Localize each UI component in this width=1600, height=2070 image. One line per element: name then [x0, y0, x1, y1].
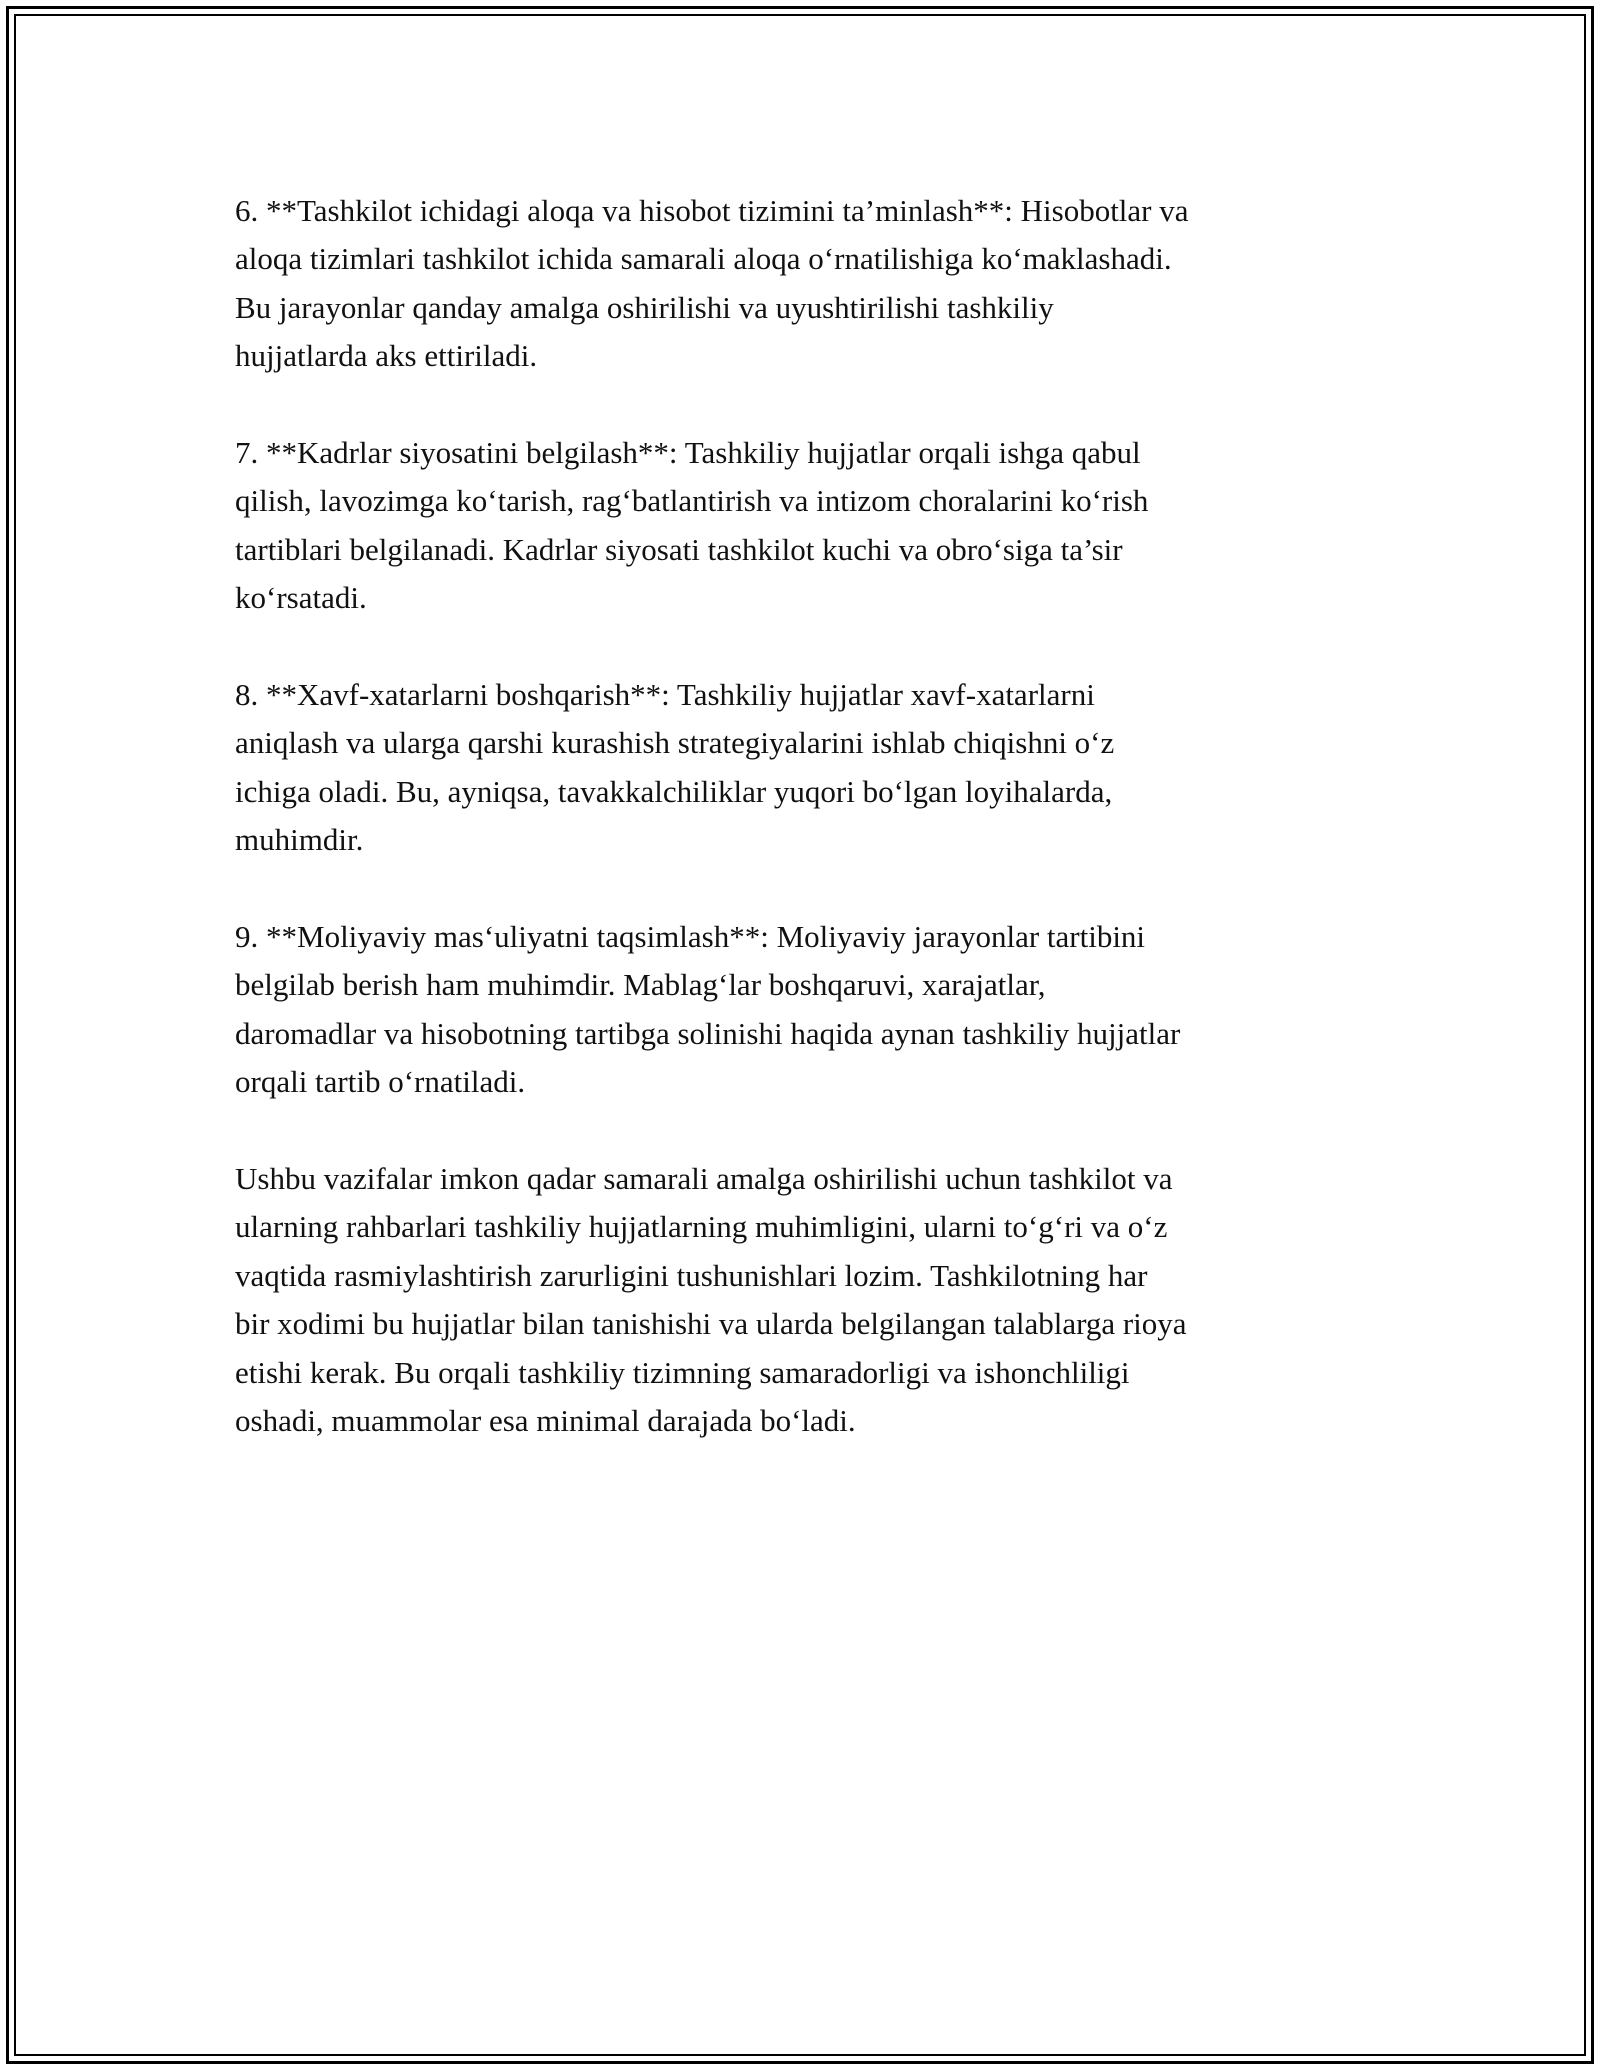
text-line: ichiga oladi. Bu, ayniqsa, tavakkalchiliklar yuqori bo‘lgan loyihalarda, [235, 773, 1113, 809]
paragraph-item-9 [235, 913, 1370, 1107]
text-line: Ushbu vazifalar imkon qadar samarali amalga oshirilishi uchun tashkilot va [235, 1161, 1173, 1197]
text-line: hujjatlarda aks ettiriladi. [235, 338, 538, 374]
text-line: Bu jarayonlar qanday amalga oshirilishi va uyushtirilishi tashkiliy [235, 289, 1054, 325]
text-line: ularning rahbarlari tashkiliy hujjatlarning muhimligini, ularni to‘g‘ri va o‘z [235, 1209, 1168, 1245]
text-line: orqali tartib o‘rnatiladi. [235, 1064, 526, 1100]
paragraph-conclusion [235, 1155, 1370, 1445]
text-line: qilish, lavozimga ko‘tarish, rag‘batlantirish va intizom choralarini ko‘rish [235, 483, 1149, 519]
text-line: muhimdir. [235, 822, 364, 858]
text-line: 7. **Kadrlar siyosatini belgilash**: Tashkiliy hujjatlar orqali ishga qabul [235, 435, 1141, 471]
text-line: etishi kerak. Bu orqali tashkiliy tizimning samaradorligi va ishonchliligi [235, 1354, 1130, 1390]
paragraph-item-6 [235, 187, 1370, 381]
text-line: 8. **Xavf-xatarlarni boshqarish**: Tashkiliy hujjatlar xavf-xatarlarni [235, 677, 1095, 713]
document-body [235, 187, 1370, 1494]
text-line: oshadi, muammolar esa minimal darajada bo‘ladi. [235, 1403, 856, 1439]
text-line: aniqlash va ularga qarshi kurashish strategiyalarini ishlab chiqishni o‘z [235, 725, 1115, 761]
text-line: bir xodimi bu hujjatlar bilan tanishishi va ularda belgilangan talablarga rioya [235, 1306, 1187, 1342]
text-line: vaqtida rasmiylashtirish zarurligini tushunishlari lozim. Tashkilotning har [235, 1257, 1148, 1293]
text-line: aloqa tizimlari tashkilot ichida samarali aloqa o‘rnatilishiga ko‘maklashadi. [235, 241, 1172, 277]
text-line: belgilab berish ham muhimdir. Mablag‘lar boshqaruvi, xarajatlar, [235, 967, 1046, 1003]
paragraph-item-7 [235, 429, 1370, 623]
text-line: 9. **Moliyaviy mas‘uliyatni taqsimlash**: Moliyaviy jarayonlar tartibini [235, 919, 1146, 955]
text-line: daromadlar va hisobotning tartibga solinishi haqida aynan tashkiliy hujjatlar [235, 1015, 1181, 1051]
text-line: tartiblari belgilanadi. Kadrlar siyosati tashkilot kuchi va obro‘siga ta’sir [235, 531, 1123, 567]
text-line: ko‘rsatadi. [235, 580, 367, 616]
text-line: 6. **Tashkilot ichidagi aloqa va hisobot tizimini ta’minlash**: Hisobotlar va [235, 193, 1189, 228]
paragraph-item-8 [235, 671, 1370, 865]
